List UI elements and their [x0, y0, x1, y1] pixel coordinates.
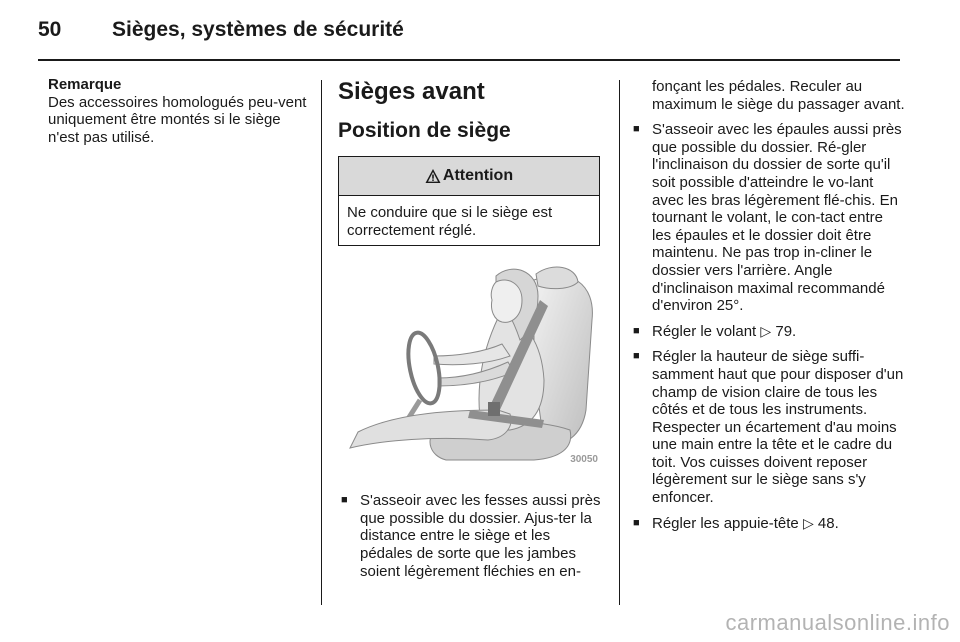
- page-number: 50: [38, 18, 62, 41]
- bullet-text: Régler les appuie-tête: [652, 514, 799, 532]
- subheading: Position de siège: [338, 119, 511, 142]
- warning-text: Ne conduire que si le siège est correctement réglé.: [347, 204, 553, 239]
- header-rule: [38, 59, 900, 61]
- cross-reference-icon: ▷: [760, 322, 772, 339]
- figure-number: 30050: [570, 453, 598, 465]
- bullet-text: Régler le volant: [652, 322, 757, 340]
- right-column: [630, 78, 905, 532]
- warning-box: [338, 156, 600, 246]
- warning-triangle-icon: [425, 168, 441, 184]
- bullet-item: ■ Régler la hauteur de siège suffi-samment haut que pour disposer d'un champ de vision claire de tous les côtés et de tous les instruments. Respecter un écartement d'au moins une main entre la tête et le cadre du toit. Vos cuisses doivent reposer légèrement sur le siège sans s'y enfoncer.: [630, 348, 905, 506]
- bullet-item: [630, 323, 905, 341]
- note-text: Des accessoires homologués peu-vent uniquement être montés si le siège n'est pas utilisé.: [48, 93, 307, 146]
- driver-seat-drawing: [338, 260, 602, 472]
- note-title: Remarque: [48, 76, 122, 93]
- bullet-item: ■ S'asseoir avec les épaules aussi près que possible du dossier. Ré-gler l'inclinaison du dossier de sorte qu'il soit possible d'atteindre le vo-lant avec les bras légèrement flé-chis. En tournant le volant, le con-tact entre les épaules et le dossier doit être maintenu. Ne pas trop in-cliner le dossier vers l'arrière. Angle d'inclinaison maximal recommandé d'environ 25°.: [630, 121, 905, 315]
- bullet-item: ■ S'asseoir avec les fesses aussi près que possible du dossier. Ajus-ter la distance entre le siège et les pédales de sorte que les jambes soient légèrement fléchies en en-: [338, 492, 602, 580]
- column-divider-left: [321, 80, 322, 605]
- bullet-item: [630, 515, 905, 533]
- watermark-text: carmanualsonline.info: [725, 610, 950, 635]
- cross-reference-page[interactable]: 79.: [775, 322, 797, 340]
- note-column: [48, 76, 310, 146]
- page-heading: Sièges avant: [338, 78, 485, 105]
- bullet-continuation: fonçant les pédales. Reculer au maximum le siège du passager avant.: [652, 78, 905, 113]
- cross-reference-page[interactable]: 48.: [817, 514, 839, 532]
- warning-title: Attention: [442, 167, 514, 185]
- seat-position-illustration: [338, 260, 602, 472]
- warning-header: [339, 157, 599, 196]
- cross-reference-icon: ▷: [802, 514, 814, 531]
- section-title: Sièges, systèmes de sécurité: [112, 18, 404, 41]
- main-column: [338, 76, 602, 580]
- column-divider-right: [619, 80, 620, 605]
